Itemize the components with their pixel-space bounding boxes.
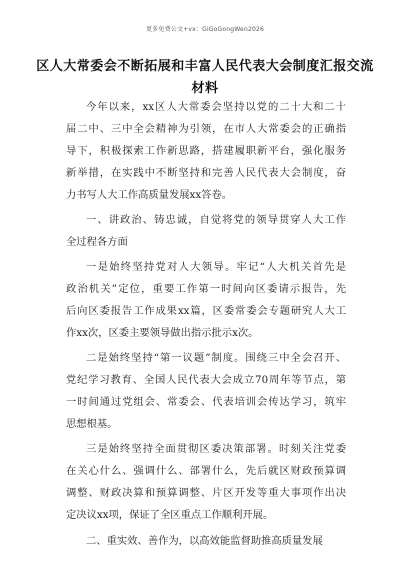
paragraph-3-line-1: 一是始终坚持党对人大领导。牢记“人大机关首先是 [86,261,346,273]
paragraph-3-line-4: 作xx次，区委主要领导做出指示批示x次。 [66,327,259,339]
document-title-line-2: 材料 [191,81,219,96]
paragraph-4-line-4: 思想根基。 [66,418,118,430]
paragraph-4-line-3: 一时间通过党组会、常委会、代表培训会传达学习，筑牢 [66,396,346,408]
section-heading-1-line-1: 一、讲政治、铸忠诚，自觉将党的领导贯穿人大工作 [86,214,346,226]
section-heading-1-line-2: 全过程各方面 [66,236,128,248]
paragraph-4-line-2: 党纪学习教育、全国人民代表大会成立70周年等节点，第 [66,374,346,386]
paragraph-1-line-1: 今年以来，xx区人大常委会坚持以党的二十大和二十 [86,101,346,113]
paragraph-5-line-4: 定决议xx项，保证了全区重点工作顺利开展。 [66,509,274,521]
paragraph-5-line-2: 在关心什么、强调什么、部署什么，先后就区财政预算调 [66,465,346,477]
section-heading-2: 二、重实效、善作为，以高效能监督助推高质量发展 [86,535,323,547]
paragraph-5-line-3: 调整、财政决算和预算调整、片区开发等重大事项作出决 [66,487,346,499]
paragraph-1-line-3: 导下，积极探索工作新思路，搭建履职新平台，强化服务 [66,145,346,157]
header-note: 更多免费公文+vx：GiGoGongWen2026 [145,26,265,33]
paragraph-4-line-1: 二是始终坚持“第一议题”制度。围绕三中全会召开、 [86,352,346,364]
paragraph-1-line-5: 力书写人大工作高质量发展xx答卷。 [66,189,233,201]
document-title-line-1: 区人大常委会不断拓展和丰富人民代表大会制度汇报交流 [36,59,374,74]
paragraph-3-line-3: 后向区委报告工作成果xx篇，区委常委会专题研究人大工 [66,305,346,317]
paragraph-5-line-1: 三是始终坚持全面贯彻区委决策部署。时刻关注党委 [86,443,346,455]
paragraph-3-line-2: 政治机关”定位，重要工作第一时间向区委请示报告，先 [66,283,346,295]
paragraph-1-line-2: 届二中、三中全会精神为引领，在市人大常委会的正确指 [66,123,346,135]
paragraph-1-line-4: 新举措，在实践中不断坚持和完善人民代表大会制度，奋 [66,167,346,179]
